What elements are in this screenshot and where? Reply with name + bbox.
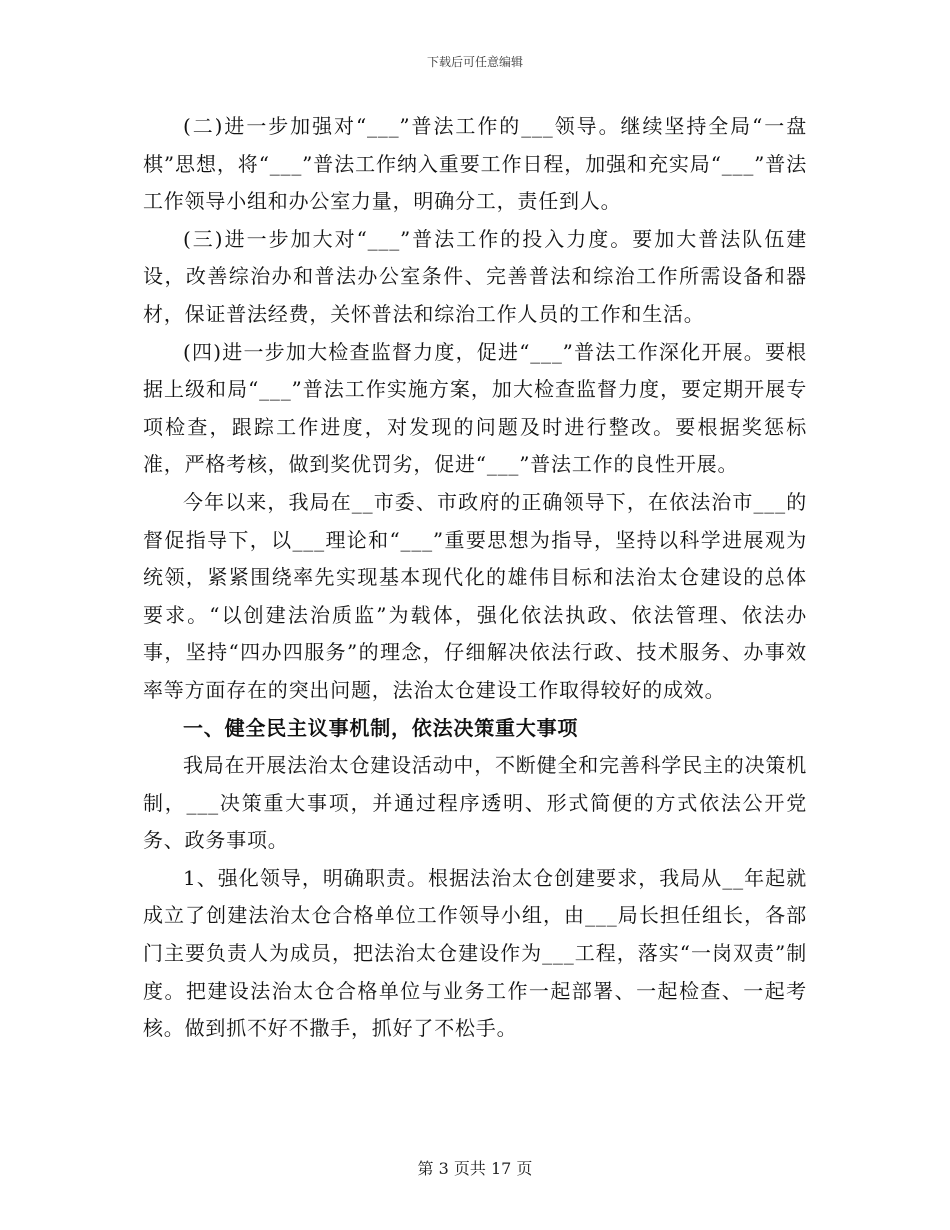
section-heading: 一、健全民主议事机制，依法决策重大事项 xyxy=(183,715,579,740)
paragraph-increase-investment: (三)进一步加大对“___”普法工作的投入力度。要加大普法队伍建设，改善综治办和普法办公室条件、完善普法和综治工作所需设备和器材，保证普法经费，关怀普法和综治工作人员的工作和生活。 xyxy=(143,226,807,326)
page-header-note: 下载后可任意编辑 xyxy=(426,55,523,69)
paragraph-year-summary: 今年以来，我局在__市委、市政府的正确领导下，在依法治市___的督促指导下，以___理论和“___”重要思想为指导，坚持以科学进展观为统领，紧紧围绕率先实现基本现代化的雄伟目标和法治太仓建设的总体要求。“以创建法治质监”为载体，强化依法执政、依法管理、依法办事，坚持“四办四服务”的理念，仔细解决依法行政、技术服务、办事效率等方面存在的突出问题，法治太仓建设工作取得较好的成效。 xyxy=(143,489,807,702)
page-number: 第 3 页共 17 页 xyxy=(417,1159,533,1178)
paragraph-decision-mechanism: 我局在开展法治太仓建设活动中，不断健全和完善科学民主的决策机制，___决策重大事项，并通过程序透明、形式简便的方式依法公开党务、政务事项。 xyxy=(143,753,807,853)
paragraph-leadership-responsibility: 1、强化领导，明确职责。根据法治太仓创建要求，我局从__年起就成立了创建法治太仓合格单位工作领导小组，由___局长担任组长，各部门主要负责人为成员，把法治太仓建设作为___工程，落实“一岗双责”制度。把建设法治太仓合格单位与业务工作一起部署、一起检查、一起考核。做到抓不好不撒手，抓好了不松手。 xyxy=(143,865,807,1041)
paragraph-inspection-supervision: (四)进一步加大检查监督力度，促进“___”普法工作深化开展。要根据上级和局“___”普法工作实施方案，加大检查监督力度，要定期开展专项检查，跟踪工作进度，对发现的问题及时进行整改。要根据奖惩标准，严格考核，做到奖优罚劣，促进“___”普法工作的良性开展。 xyxy=(143,339,807,477)
paragraph-strengthen-leadership: (二)进一步加强对“___”普法工作的___领导。继续坚持全局“一盘棋”思想，将“___”普法工作纳入重要工作日程，加强和充实局“___”普法工作领导小组和办公室力量，明确分工，责任到人。 xyxy=(143,114,807,214)
document-body xyxy=(143,108,807,1048)
